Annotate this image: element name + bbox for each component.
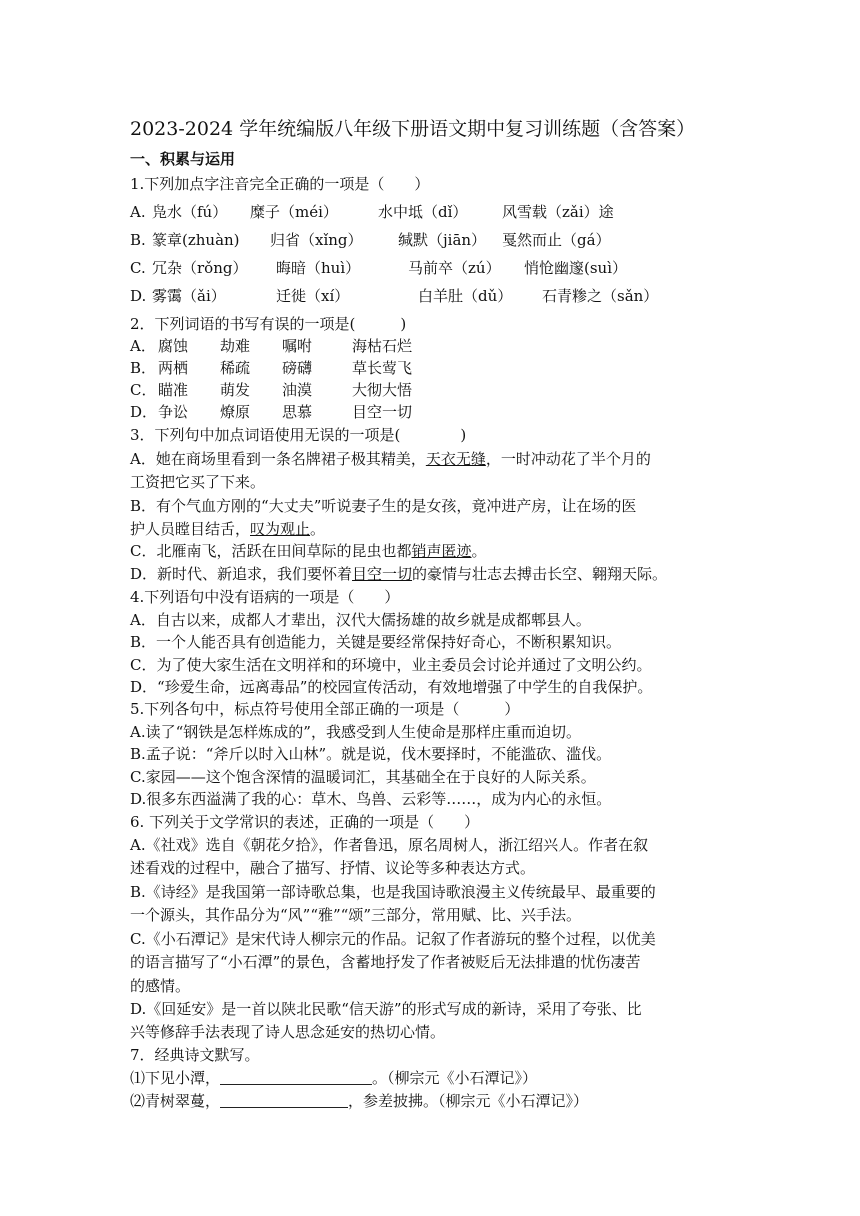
question-4-option-a: A．自古以来，成都人才辈出，汉代大儒扬雄的故乡就是成都郫县人。 [130, 611, 591, 629]
question-7-item-1: ⑴下见小潭， 。（柳宗元《小石潭记》） [130, 1069, 538, 1087]
underlined-idiom: 天衣无缝 [425, 450, 486, 468]
question-2-option-b: B． 两栖 稀疏 磅礴 草长莺飞 [130, 359, 413, 377]
question-1-option-c: C. 冗杂（rǒng） 晦暗（huì） 马前卒（zú） 悄怆幽邃(suì） [130, 259, 628, 277]
underlined-idiom: 目空一切 [352, 565, 413, 583]
question-6-line: 的感情。 [130, 977, 191, 995]
question-5-option-d: D.很多东西溢满了我的心：草木、鸟兽、云彩等……，成为内心的永恒。 [130, 790, 612, 808]
question-3-option-a-cont: 工资把它买了下来。 [130, 473, 266, 491]
question-6-line: B.《诗经》是我国第一部诗歌总集，也是我国诗歌浪漫主义传统最早、最重要的 [130, 883, 656, 901]
question-3-option-c: C．北雁南飞，活跃在田间草际的昆虫也都销声匿迹。 [130, 542, 487, 560]
question-6-stem: 6. 下列关于文学常识的表述，正确的一项是（ ） [130, 813, 480, 831]
question-7-stem: 7．经典诗文默写。 [130, 1046, 260, 1064]
fill-blank[interactable] [220, 1070, 372, 1085]
question-2-option-c: C． 瞄准 萌发 油漠 大彻大悟 [130, 381, 413, 399]
fill-blank[interactable] [220, 1093, 348, 1108]
question-3-stem: 3．下列句中加点词语使用无误的一项是( ) [130, 426, 467, 444]
question-5-stem: 5.下列各句中，标点符号使用全部正确的一项是（ ） [130, 700, 520, 718]
question-1-option-b: B. 篆章(zhuàn) 归省（xǐng） 缄默（jiān） 戛然而止（gá） [130, 231, 611, 249]
question-6-line: C.《小石潭记》是宋代诗人柳宗元的作品。记叙了作者游玩的整个过程，以优美 [130, 930, 656, 948]
question-6-line: 述看戏的过程中，融合了描写、抒情、议论等多种表达方式。 [130, 859, 536, 877]
question-4-stem: 4.下列语句中没有语病的一项是（ ） [130, 588, 400, 606]
section-heading: 一、积累与运用 [130, 150, 236, 168]
question-1-option-d: D. 雾霭（ǎi） 迁徙（xí） 白羊肚（dǔ） 石青糁之（sǎn） [130, 287, 659, 305]
question-4-option-c: C．为了使大家生活在文明祥和的环境中，业主委员会讨论并通过了文明公约。 [130, 656, 652, 674]
question-1-option-a: A. 凫水（fú） 糜子（méi） 水中坻（dǐ） 风雪载（zǎi）途 [130, 203, 614, 221]
document-title: 2023-2024 学年统编版八年级下册语文期中复习训练题（含答案） [130, 118, 696, 140]
underlined-idiom: 销声匿迹 [411, 542, 472, 560]
question-4-option-b: B．一个人能否具有创造能力，关键是要经常保持好奇心，不断积累知识。 [130, 633, 622, 651]
question-6-line: 兴等修辞手法表现了诗人思念延安的热切心情。 [130, 1023, 446, 1041]
question-2-option-a: A． 腐蚀 劫难 嘱咐 海枯石烂 [130, 337, 413, 355]
question-2-stem: 2．下列词语的书写有误的一项是( ) [130, 315, 407, 333]
question-7-item-2: ⑵青树翠蔓， ，参差披拂。（柳宗元《小石潭记》） [130, 1092, 589, 1110]
question-1-stem: 1.下列加点字注音完全正确的一项是（ ） [130, 175, 430, 193]
question-3-option-a: A．她在商场里看到一条名牌裙子极其精美，天衣无缝，一时冲动花了半个月的 [130, 450, 651, 468]
underlined-idiom: 叹为观止 [250, 520, 311, 538]
question-6-line: A.《社戏》选自《朝花夕拾》，作者鲁迅，原名周树人，浙江绍兴人。作者在叙 [130, 836, 649, 854]
question-5-option-b: B.孟子说：“斧斤以时入山林”。就是说，伐木要择时，不能滥砍、滥伐。 [130, 745, 612, 763]
question-6-line: 一个源头，其作品分为“风”“雅”“颂”三部分，常用赋、比、兴手法。 [130, 906, 582, 924]
question-3-option-b-cont: 护人员瞠目结舌，叹为观止。 [130, 520, 326, 538]
question-3-option-d: D．新时代、新追求，我们要怀着目空一切的豪情与壮志去搏击长空、翱翔天际。 [130, 565, 668, 583]
question-4-option-d: D．“珍爱生命，远离毒品”的校园宣传活动，有效地增强了中学生的自我保护。 [130, 678, 653, 696]
question-5-option-c: C.家园——这个饱含深情的温暖词汇，其基础全在于良好的人际关系。 [130, 768, 596, 786]
question-6-line: 的语言描写了“小石潭”的景色，含蓄地抒发了作者被贬后无法排遣的忧伤凄苦 [130, 953, 641, 971]
question-3-option-b: B．有个气血方刚的“大丈夫”听说妻子生的是女孩，竟冲进产房，让在场的医 [130, 497, 637, 515]
question-5-option-a: A.读了“钢铁是怎样炼成的”，我感受到人生使命是那样庄重而迫切。 [130, 723, 581, 741]
question-6-line: D.《回延安》是一首以陕北民歌“信天游”的形式写成的新诗，采用了夸张、比 [130, 1000, 642, 1018]
question-2-option-d: D． 争讼 燎原 思慕 目空一切 [130, 403, 413, 421]
